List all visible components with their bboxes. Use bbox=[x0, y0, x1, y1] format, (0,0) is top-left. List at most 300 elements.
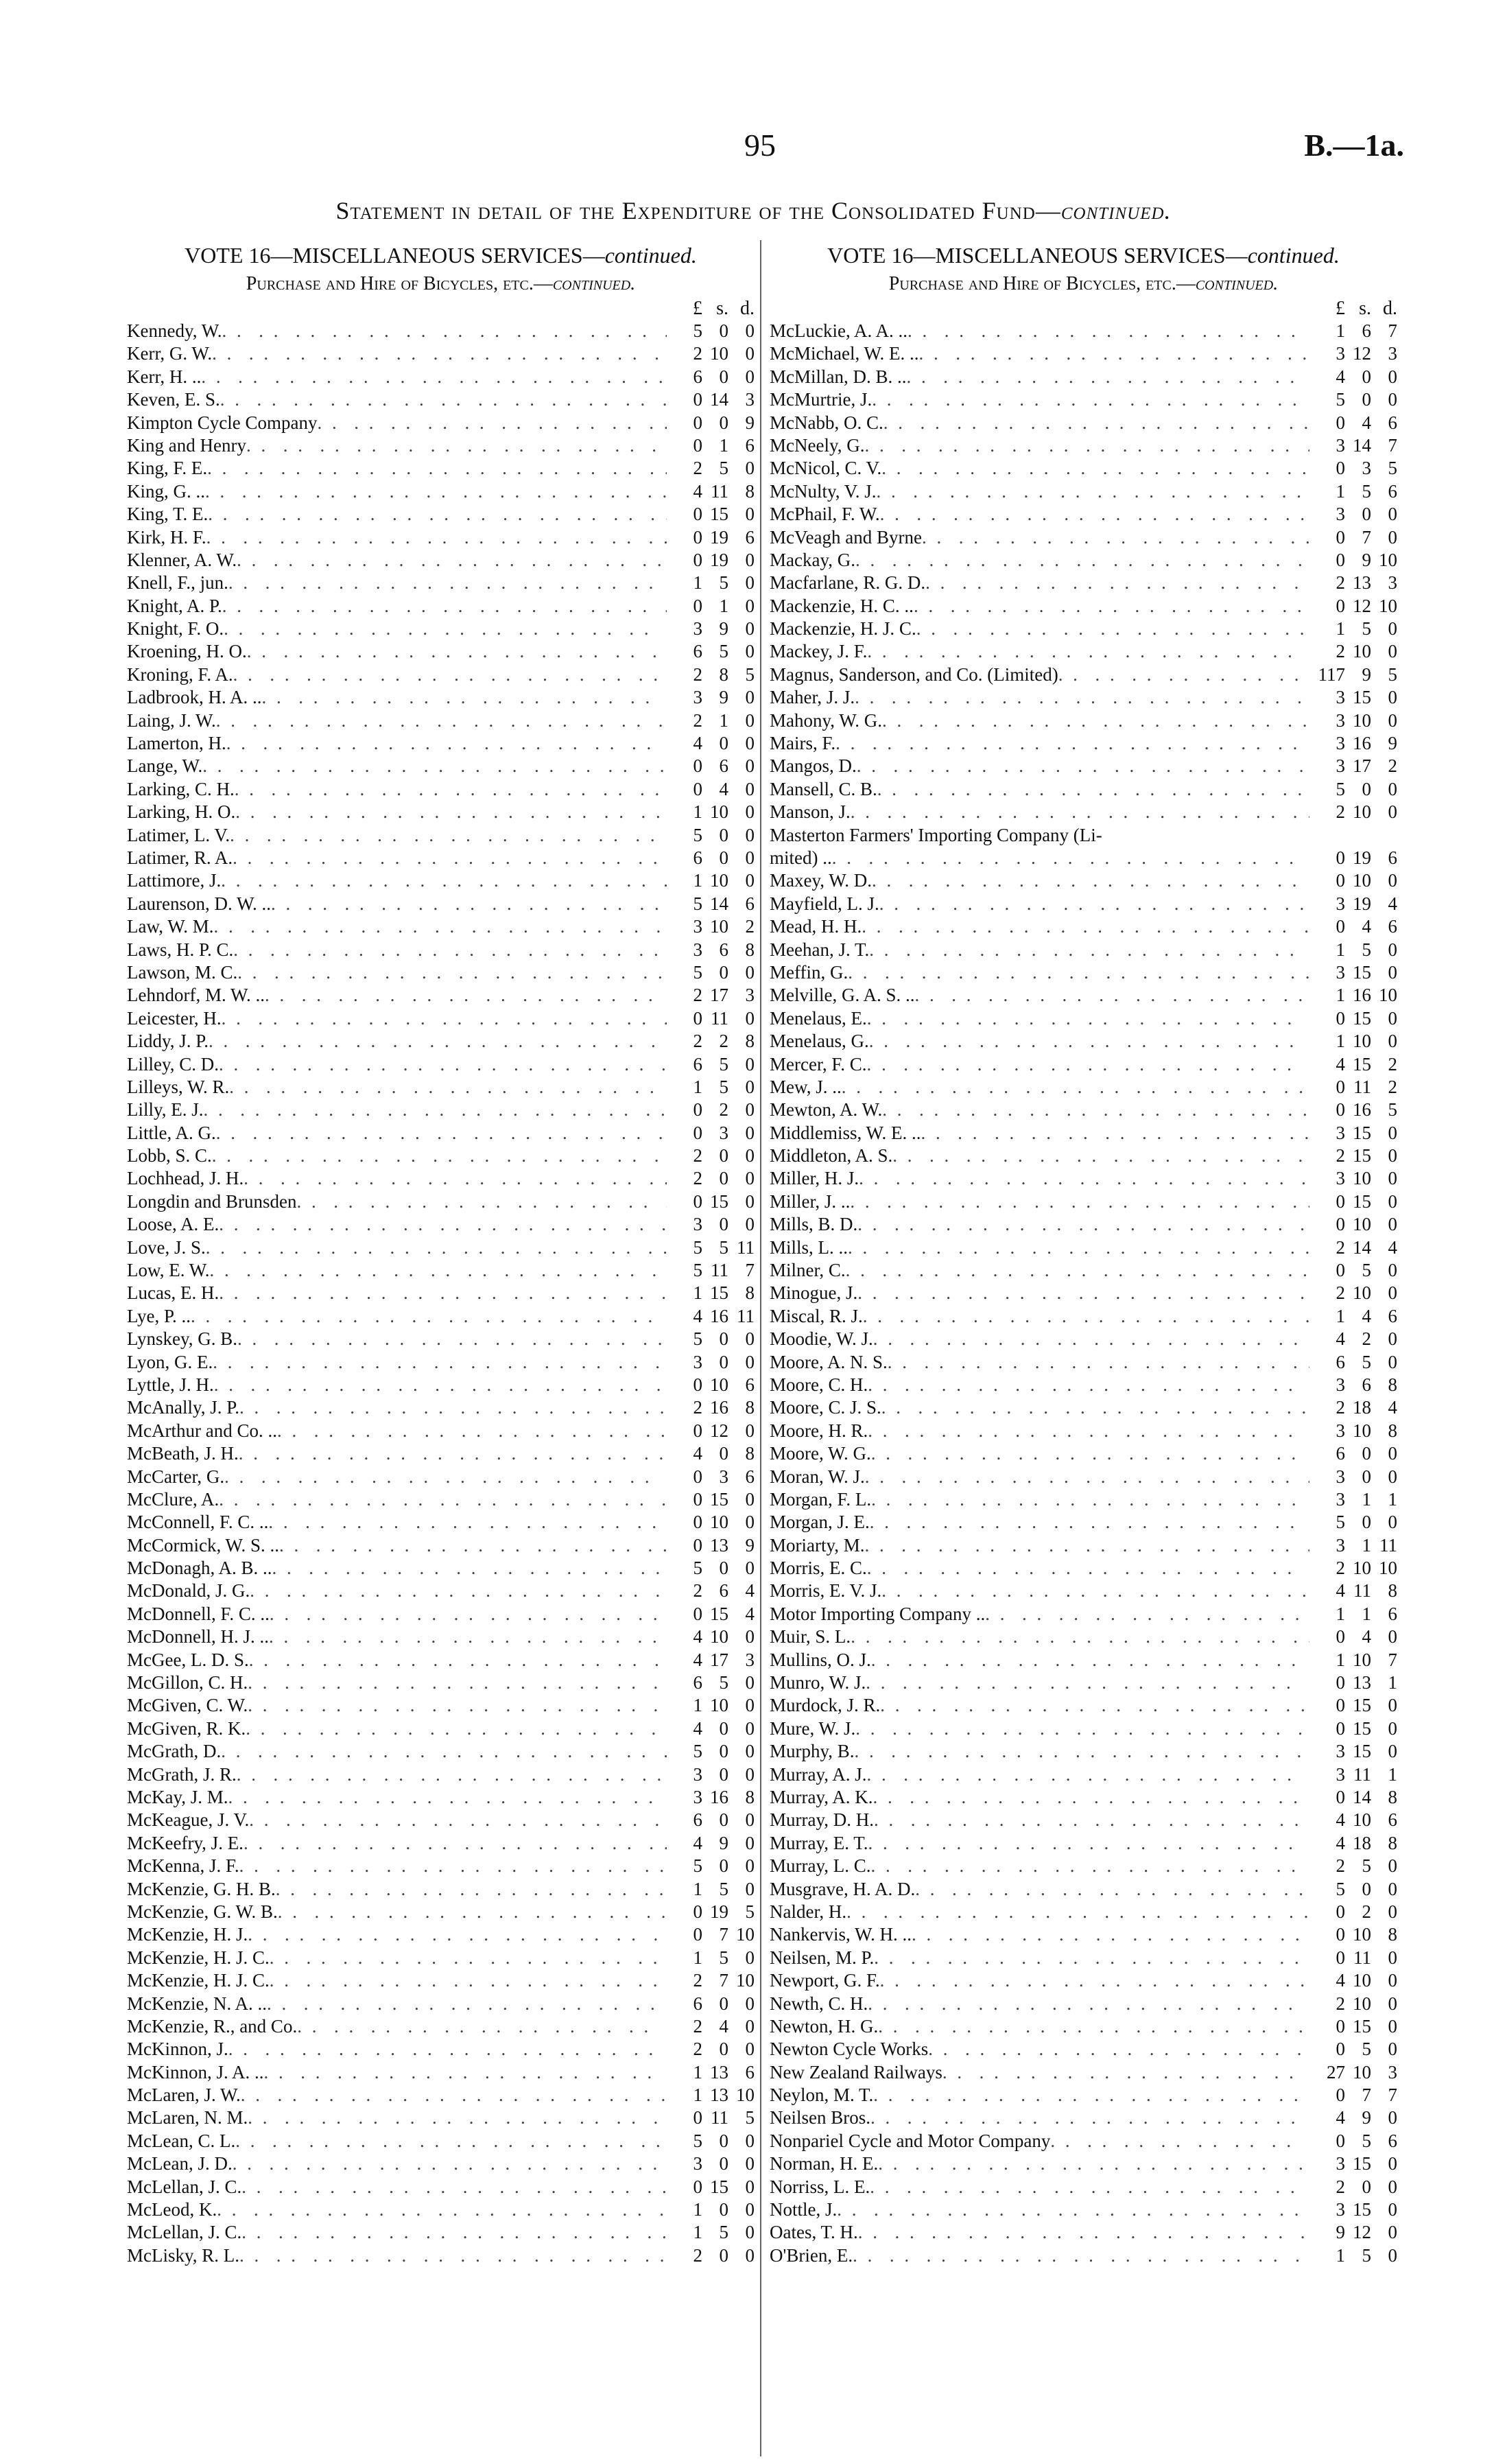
amount-pounds: 0 bbox=[1336, 1099, 1345, 1120]
leader-dots bbox=[237, 1763, 667, 1786]
amount-shillings: 5 bbox=[1362, 2130, 1371, 2151]
amount-shillings: 15 bbox=[1353, 2015, 1371, 2037]
amount-pounds: 6 bbox=[693, 366, 702, 387]
amount-pounds: 3 bbox=[1336, 2153, 1345, 2174]
amount-pounds: 4 bbox=[693, 1717, 702, 1739]
leader-dots bbox=[212, 342, 667, 365]
table-row bbox=[127, 320, 755, 342]
amount-pounds: 2 bbox=[1336, 1145, 1345, 1166]
amount bbox=[667, 549, 755, 572]
leader-dots bbox=[855, 1740, 1309, 1763]
leader-dots bbox=[212, 1145, 667, 1167]
leader-dots bbox=[857, 1213, 1309, 1236]
amount bbox=[667, 2061, 755, 2084]
amount bbox=[1309, 961, 1397, 984]
table-row bbox=[770, 1534, 1397, 1557]
leader-dots bbox=[237, 549, 667, 572]
amount-pounds: 0 bbox=[693, 504, 702, 525]
leader-dots bbox=[846, 1259, 1309, 1282]
leader-dots bbox=[261, 686, 667, 709]
amount bbox=[1309, 1786, 1397, 1809]
amount-pence: 0 bbox=[745, 1809, 755, 1831]
amount bbox=[667, 1488, 755, 1511]
table-row bbox=[127, 1947, 755, 1969]
leader-dots bbox=[249, 1649, 667, 1671]
amount bbox=[1309, 709, 1397, 732]
amount-pence: 0 bbox=[1388, 801, 1397, 823]
amount-pounds: 1 bbox=[693, 870, 702, 891]
payee-name: Muir, S. L. bbox=[770, 1626, 851, 1647]
payee-name: Murray, D. H. bbox=[770, 1809, 874, 1831]
payee-name: McMichael, W. E. .. bbox=[770, 343, 919, 364]
amount bbox=[1309, 388, 1397, 411]
amount-shillings: 9 bbox=[719, 687, 728, 708]
amount bbox=[1309, 984, 1397, 1007]
amount-shillings: 0 bbox=[719, 1168, 728, 1189]
amount-pence: 0 bbox=[745, 1190, 755, 1212]
amount-pounds: 0 bbox=[1336, 1672, 1345, 1693]
amount bbox=[1309, 755, 1397, 777]
amount-pence: 0 bbox=[745, 801, 755, 823]
amount bbox=[1309, 2130, 1397, 2152]
payee-name: McKenna, J. F. bbox=[127, 1855, 239, 1877]
amount-shillings: 1 bbox=[719, 595, 728, 616]
table-row bbox=[127, 1969, 755, 1992]
amount-pounds: 0 bbox=[1336, 1007, 1345, 1029]
table-row bbox=[127, 2130, 755, 2152]
payee-name: Laws, H. P. C. bbox=[127, 939, 234, 960]
payee-name: King, T. E. bbox=[127, 504, 209, 525]
leader-dots bbox=[191, 1305, 667, 1328]
leader-dots bbox=[863, 1305, 1309, 1328]
amount-pence: 11 bbox=[1379, 1534, 1397, 1556]
amount bbox=[667, 480, 755, 503]
amount-pence: 0 bbox=[745, 1168, 755, 1189]
amount-pounds: 117 bbox=[1318, 664, 1345, 685]
table-row bbox=[770, 1603, 1397, 1626]
amount-pence: 6 bbox=[1388, 916, 1397, 937]
amount bbox=[1309, 1053, 1397, 1076]
table-row bbox=[127, 1374, 755, 1396]
payee-name: Lehndorf, M. W. .. bbox=[127, 985, 265, 1006]
leader-dots bbox=[851, 801, 1309, 823]
amount-pounds: 5 bbox=[693, 320, 702, 341]
amount bbox=[1309, 1580, 1397, 1602]
vote-heading-text: VOTE 16—MISCELLANEOUS SERVICES— bbox=[185, 243, 605, 268]
payee-name: McClure, A. bbox=[127, 1488, 219, 1510]
payee-name: Musgrave, H. A. D. bbox=[770, 1878, 916, 1899]
leader-dots bbox=[855, 1717, 1309, 1740]
amount-shillings: 9 bbox=[1362, 549, 1371, 570]
payee-name: Kennedy, W. bbox=[127, 320, 222, 341]
payee-name: Kroening, H. O. bbox=[127, 641, 247, 662]
amount-shillings: 19 bbox=[710, 549, 728, 570]
amount-shillings: 4 bbox=[1362, 412, 1371, 433]
statement-title-cont: continued. bbox=[1060, 197, 1172, 224]
leader-dots bbox=[228, 572, 667, 594]
table-row bbox=[770, 1901, 1397, 1923]
amount-pounds: 3 bbox=[1336, 343, 1345, 364]
amount-pence: 10 bbox=[1379, 595, 1397, 616]
amount-pence: 0 bbox=[1388, 504, 1397, 525]
payee-name: McLean, C. L. bbox=[127, 2130, 236, 2151]
leader-dots bbox=[871, 1442, 1309, 1465]
amount-pounds: 0 bbox=[693, 1924, 702, 1945]
amount-pounds: 1 bbox=[1336, 2244, 1345, 2266]
leader-dots bbox=[270, 1969, 667, 1992]
table-row bbox=[127, 1396, 755, 1419]
payee-name: Mead, H. H. bbox=[770, 916, 862, 937]
payee-name: Moore, W. G. bbox=[770, 1443, 871, 1464]
payee-name: McLellan, J. C. bbox=[127, 2222, 242, 2243]
table-row bbox=[127, 1534, 755, 1557]
table-row bbox=[770, 1511, 1397, 1534]
amount-shillings: 15 bbox=[710, 1488, 728, 1510]
leader-dots bbox=[219, 1282, 667, 1304]
amount bbox=[667, 1947, 755, 1969]
vote-heading bbox=[127, 240, 755, 270]
table-row bbox=[127, 342, 755, 365]
amount-pounds: 0 bbox=[693, 1512, 702, 1533]
table-row bbox=[127, 1328, 755, 1350]
amount bbox=[1309, 1213, 1397, 1236]
leader-dots bbox=[233, 2152, 667, 2175]
amount-pence: 0 bbox=[1388, 1168, 1397, 1189]
payee-name: Moore, A. N. S. bbox=[770, 1351, 888, 1372]
table-row bbox=[127, 1901, 755, 1923]
payee-name: McDonagh, A. B. .. bbox=[127, 1558, 272, 1579]
payee-name: Newth, C. H. bbox=[770, 1993, 868, 2014]
amount-shillings: 7 bbox=[719, 1924, 728, 1945]
amount-shillings: 13 bbox=[1353, 1672, 1371, 1693]
amount-pounds: 4 bbox=[693, 1649, 702, 1670]
table-row bbox=[770, 1236, 1397, 1259]
amount bbox=[1309, 847, 1397, 869]
table-row bbox=[127, 1007, 755, 1030]
vote-heading-text: VOTE 16—MISCELLANEOUS SERVICES— bbox=[827, 243, 1248, 268]
leader-dots bbox=[881, 1580, 1309, 1602]
table-row bbox=[770, 778, 1397, 801]
table-row bbox=[770, 2015, 1397, 2038]
leader-dots bbox=[915, 1878, 1309, 1901]
table-row bbox=[127, 1855, 755, 1877]
amount-shillings: 10 bbox=[1353, 1649, 1371, 1670]
table-row bbox=[127, 1993, 755, 2015]
payee-name: McLaren, J. W. bbox=[127, 2085, 241, 2106]
amount-pence: 0 bbox=[1388, 1190, 1397, 1212]
table-row bbox=[770, 2244, 1397, 2267]
amount-pence: 0 bbox=[745, 504, 755, 525]
payee-name: Newton, H. G. bbox=[770, 2015, 879, 2037]
amount-pounds: 2 bbox=[693, 1970, 702, 1991]
amount-pence: 3 bbox=[745, 389, 755, 410]
amount-pounds: 3 bbox=[693, 1787, 702, 1807]
amount-shillings: 18 bbox=[1353, 1832, 1371, 1853]
payee-name: McLaren, N. M. bbox=[127, 2107, 248, 2128]
payee-name: McMurtrie, J. bbox=[770, 389, 873, 410]
amount-pounds: 3 bbox=[1336, 755, 1345, 777]
amount bbox=[1309, 1167, 1397, 1190]
table-row bbox=[770, 549, 1397, 572]
amount-pounds: 2 bbox=[693, 709, 702, 731]
amount-pounds: 0 bbox=[1336, 549, 1345, 570]
amount bbox=[1309, 2084, 1397, 2107]
amount-pence: 9 bbox=[745, 1534, 755, 1556]
payee-name: McKay, J. M. bbox=[127, 1787, 228, 1807]
amount-shillings: 0 bbox=[719, 1993, 728, 2014]
amount bbox=[1309, 1534, 1397, 1557]
payee-name: Laing, J. W. bbox=[127, 709, 216, 731]
amount-pounds: 2 bbox=[693, 664, 702, 685]
amount bbox=[1309, 1305, 1397, 1328]
leader-dots bbox=[859, 1167, 1309, 1190]
amount-pence: 0 bbox=[745, 2130, 755, 2151]
leader-dots bbox=[213, 1351, 667, 1374]
amount-pounds: 2 bbox=[693, 1031, 702, 1052]
amount-shillings: 0 bbox=[719, 2199, 728, 2220]
amount-pounds: 3 bbox=[1336, 2199, 1345, 2220]
leader-dots bbox=[216, 709, 667, 732]
amount-pence: 0 bbox=[745, 1145, 755, 1166]
leader-dots bbox=[268, 1511, 667, 1534]
table-row bbox=[770, 893, 1397, 915]
amount-pounds: 3 bbox=[1336, 709, 1345, 731]
amount-shillings: 7 bbox=[719, 1970, 728, 1991]
amount-pounds: 5 bbox=[693, 1328, 702, 1350]
amount-shillings: 0 bbox=[719, 847, 728, 868]
amount-pounds: 0 bbox=[1336, 458, 1345, 479]
amount bbox=[667, 320, 755, 342]
amount bbox=[667, 1786, 755, 1809]
leader-dots bbox=[870, 1511, 1309, 1534]
table-row bbox=[127, 618, 755, 640]
leader-dots bbox=[247, 640, 667, 663]
amount-pounds: 4 bbox=[1336, 1328, 1345, 1350]
amount-pounds: 0 bbox=[1336, 1214, 1345, 1235]
amount bbox=[1309, 1145, 1397, 1167]
amount-pounds: 0 bbox=[693, 1466, 702, 1487]
amount bbox=[1309, 1671, 1397, 1694]
payee-name: Little, A. G. bbox=[127, 1122, 216, 1143]
table-row bbox=[770, 1466, 1397, 1488]
leader-dots bbox=[918, 342, 1309, 365]
amount-shillings: 17 bbox=[1353, 755, 1371, 777]
payee-name: McDonnell, H. J. .. bbox=[127, 1626, 269, 1647]
leader-dots bbox=[922, 526, 1309, 549]
amount-shillings: 16 bbox=[710, 1787, 728, 1807]
amount-pence: 0 bbox=[745, 1076, 755, 1097]
payee-name: Lattimore, J. bbox=[127, 870, 222, 891]
amount-pence: 0 bbox=[745, 870, 755, 891]
amount-pence: 4 bbox=[745, 1580, 755, 1601]
table-row bbox=[127, 1694, 755, 1717]
amount-shillings: 0 bbox=[719, 1145, 728, 1166]
payee-name: McGillon, C. H. bbox=[127, 1672, 248, 1693]
table-row bbox=[770, 961, 1397, 984]
amount bbox=[1309, 1328, 1397, 1350]
amount bbox=[667, 1328, 755, 1350]
amount bbox=[1309, 778, 1397, 801]
table-row bbox=[127, 1076, 755, 1099]
amount-pence: 0 bbox=[745, 1763, 755, 1785]
amount-shillings: 15 bbox=[1353, 1190, 1371, 1212]
amount bbox=[667, 1122, 755, 1145]
leader-dots bbox=[870, 2107, 1309, 2129]
payee-name: Mangos, D. bbox=[770, 755, 857, 777]
amount-pence: 0 bbox=[745, 1420, 755, 1441]
payee-name: McGiven, C. W. bbox=[127, 1695, 248, 1716]
leader-dots bbox=[226, 732, 667, 755]
amount-pounds: 0 bbox=[693, 1374, 702, 1395]
payee-name: Longdin and Brunsden bbox=[127, 1190, 297, 1212]
amount-shillings: 16 bbox=[1353, 985, 1371, 1006]
amount bbox=[667, 801, 755, 823]
amount-pounds: 0 bbox=[693, 1122, 702, 1143]
amount-shillings: 10 bbox=[710, 801, 728, 823]
leader-dots bbox=[871, 1649, 1309, 1671]
amount-pence: 10 bbox=[736, 2085, 755, 2106]
payee-name: McDonnell, F. C. .. bbox=[127, 1603, 270, 1624]
amount-pence: 6 bbox=[745, 1466, 755, 1487]
amount-pence: 4 bbox=[745, 1603, 755, 1624]
amount-pence: 0 bbox=[1388, 1901, 1397, 1922]
amount-shillings: 11 bbox=[1353, 1947, 1371, 1968]
amount-shillings: 15 bbox=[1353, 1007, 1371, 1029]
table-row bbox=[127, 526, 755, 549]
amount-pounds: 5 bbox=[1336, 1512, 1345, 1533]
leader-dots bbox=[228, 2038, 667, 2061]
table-row bbox=[770, 1076, 1397, 1099]
payee-name: Low, E. W. bbox=[127, 1260, 210, 1281]
leader-dots bbox=[882, 709, 1309, 732]
amount-pounds: 6 bbox=[693, 1809, 702, 1831]
amount bbox=[1309, 572, 1397, 594]
leader-dots bbox=[882, 1099, 1309, 1121]
payee-name: Latimer, L. V. bbox=[127, 824, 230, 845]
amount-shillings: 15 bbox=[710, 1190, 728, 1212]
amount-shillings: 15 bbox=[1353, 687, 1371, 708]
leader-dots bbox=[985, 1603, 1309, 1626]
amount bbox=[1309, 1993, 1397, 2015]
amount-shillings: 15 bbox=[710, 1282, 728, 1304]
amount bbox=[1309, 939, 1397, 961]
payee-name: McKenzie, G. W. B. bbox=[127, 1901, 278, 1922]
leader-dots bbox=[237, 1328, 667, 1350]
payee-name: McKenzie, H. J. C. bbox=[127, 1947, 270, 1968]
amount bbox=[667, 1420, 755, 1442]
amount-shillings: 10 bbox=[710, 1512, 728, 1533]
table-row bbox=[770, 412, 1397, 434]
amount bbox=[667, 1923, 755, 1946]
amount-pence: 0 bbox=[1388, 2199, 1397, 2220]
table-row bbox=[127, 366, 755, 388]
leader-dots bbox=[241, 2176, 667, 2198]
amount bbox=[667, 709, 755, 732]
table-row bbox=[770, 1763, 1397, 1786]
amount-shillings: 13 bbox=[710, 2061, 728, 2082]
leader-dots bbox=[277, 1420, 667, 1442]
payee-name: Love, J. S. bbox=[127, 1236, 206, 1258]
leader-dots bbox=[272, 1557, 667, 1580]
entry-list bbox=[127, 320, 755, 2267]
amount-pounds: 3 bbox=[1336, 1741, 1345, 1762]
amount-pence: 0 bbox=[1388, 2107, 1397, 2128]
amount-pounds: 5 bbox=[693, 2130, 702, 2151]
amount-pounds: 1 bbox=[1336, 320, 1345, 341]
amount-pence: 7 bbox=[745, 1260, 755, 1281]
amount-shillings: 0 bbox=[719, 320, 728, 341]
amount-shillings: 15 bbox=[1353, 1741, 1371, 1762]
table-row bbox=[770, 1030, 1397, 1053]
leader-dots bbox=[202, 755, 667, 777]
leader-dots bbox=[1050, 2130, 1309, 2152]
amount-pounds: 2 bbox=[1336, 641, 1345, 662]
amount-pence: 1 bbox=[1388, 1763, 1397, 1785]
amount-pounds: 0 bbox=[1336, 526, 1345, 548]
amount bbox=[667, 434, 755, 457]
table-row bbox=[770, 1213, 1397, 1236]
amount-shillings: 0 bbox=[719, 1328, 728, 1350]
column-divider bbox=[760, 240, 761, 2456]
leader-dots bbox=[837, 2198, 1309, 2221]
payee-name: Knight, F. O. bbox=[127, 618, 224, 640]
table-row bbox=[770, 1488, 1397, 1511]
amount bbox=[1309, 1466, 1397, 1488]
payee-name: McLuckie, A. A. .. bbox=[770, 320, 907, 341]
payee-name: Kerr, H. .. bbox=[127, 366, 202, 387]
payee-name: Manson, J. bbox=[770, 801, 851, 823]
payee-name: Newton Cycle Works bbox=[770, 2039, 929, 2060]
amount-shillings: 15 bbox=[710, 504, 728, 525]
amount-pence: 0 bbox=[1388, 687, 1397, 708]
leader-dots bbox=[866, 1053, 1309, 1076]
leader-dots bbox=[248, 1671, 667, 1694]
table-row bbox=[127, 1763, 755, 1786]
table-row bbox=[127, 1671, 755, 1694]
amount-shillings: 9 bbox=[1362, 2107, 1371, 2128]
amount bbox=[667, 2221, 755, 2244]
leader-dots bbox=[219, 1053, 667, 1076]
amount-pounds: 4 bbox=[693, 1443, 702, 1464]
amount-pence: 5 bbox=[1388, 1099, 1397, 1120]
amount-shillings: 10 bbox=[710, 870, 728, 891]
amount bbox=[667, 1649, 755, 1671]
table-row bbox=[770, 755, 1397, 777]
payee-name: Magnus, Sanderson, and Co. (Limited) bbox=[770, 664, 1058, 685]
table-row bbox=[127, 1420, 755, 1442]
payee-name: Norman, H. E. bbox=[770, 2153, 879, 2174]
statement-title-text: Statement in detail of the Expenditure of the Consolidated Fund— bbox=[335, 197, 1061, 224]
table-row bbox=[127, 686, 755, 709]
leader-dots bbox=[241, 2084, 667, 2107]
table-row bbox=[127, 1442, 755, 1465]
amount-shillings: 14 bbox=[710, 893, 728, 914]
leader-dots bbox=[848, 961, 1309, 984]
amount-pounds: 3 bbox=[1336, 504, 1345, 525]
amount bbox=[667, 893, 755, 915]
amount-pence: 6 bbox=[1388, 1305, 1397, 1326]
amount-pence: 0 bbox=[745, 1832, 755, 1853]
leader-dots bbox=[210, 1259, 667, 1282]
payee-name: Morris, E. C. bbox=[770, 1558, 867, 1579]
amount bbox=[667, 618, 755, 640]
amount bbox=[1309, 1396, 1397, 1419]
leader-dots bbox=[233, 664, 667, 686]
amount-pence: 5 bbox=[1388, 664, 1397, 685]
amount-shillings: 14 bbox=[1353, 1787, 1371, 1807]
payee-name: Morris, E. V. J. bbox=[770, 1580, 882, 1601]
payee-name: Lyttle, J. H. bbox=[127, 1374, 214, 1395]
